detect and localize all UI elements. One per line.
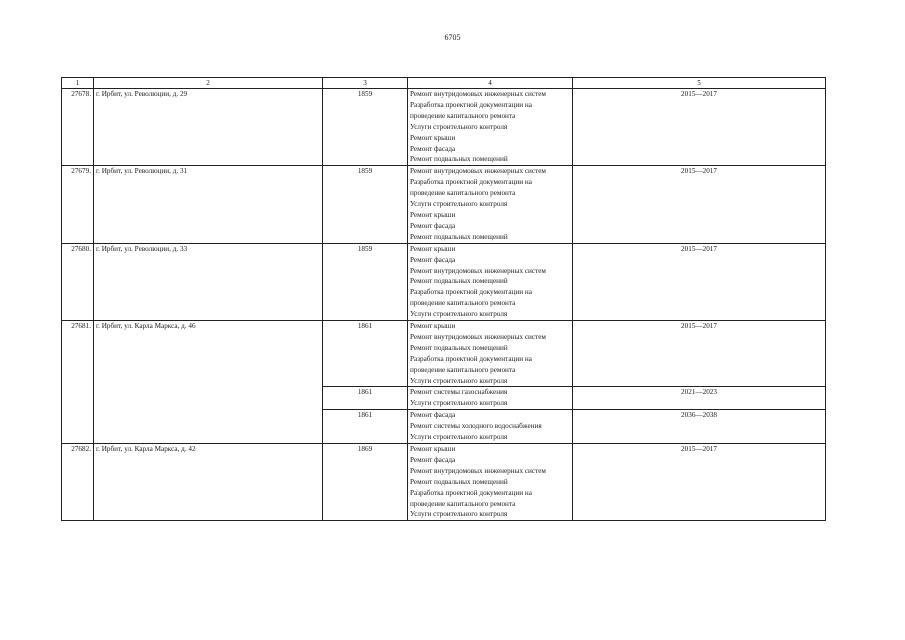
building-address: г. Ирбит, ул. Революции, д. 31 (94, 166, 323, 243)
repair-work-item: Разработка проектной документации на (410, 488, 532, 497)
repair-work-item: проведение капитального ремонта (410, 111, 516, 120)
repair-work-item: проведение капитального ремонта (410, 499, 516, 508)
record-number: 27680. (62, 243, 94, 320)
repair-work-item: Разработка проектной документации на (410, 354, 532, 363)
repair-works-list (408, 387, 573, 410)
construction-year: 1859 (323, 89, 408, 166)
table-row (62, 166, 826, 243)
repair-work-item: Ремонт подвальных помещений (410, 343, 508, 352)
repair-work-item: Разработка проектной документации на (410, 178, 532, 187)
column-number-row (62, 78, 826, 89)
column-header: 1 (62, 78, 94, 89)
repair-work-item: Ремонт фасада (410, 144, 456, 153)
repair-work-item: Разработка проектной документации на (410, 100, 532, 109)
building-address: г. Ирбит, ул. Революции, д. 33 (94, 243, 323, 320)
repair-work-item: Ремонт внутридомовых инженерных систем (410, 167, 546, 176)
repair-work-item: Услуги строительного контроля (410, 376, 508, 385)
repair-works-list (408, 321, 573, 387)
repair-work-item: Ремонт системы холодного водоснабжения (410, 422, 542, 431)
repair-schedule-table (61, 77, 826, 521)
repair-work-item: проведение капитального ремонта (410, 189, 516, 198)
repair-works-list (408, 89, 573, 166)
repair-work-item: Услуги строительного контроля (410, 510, 508, 519)
repair-works-list (408, 410, 573, 444)
repair-work-item: Ремонт подвальных помещений (410, 477, 508, 486)
repair-work-item: Разработка проектной документации на (410, 288, 532, 297)
column-header: 2 (94, 78, 323, 89)
repair-period: 2036—2038 (573, 410, 826, 444)
column-header: 3 (323, 78, 408, 89)
repair-work-item: Ремонт подвальных помещений (410, 277, 508, 286)
repair-work-item: Ремонт подвальных помещений (410, 155, 508, 164)
building-address: г. Ирбит, ул. Революции, д. 29 (94, 89, 323, 166)
repair-work-item: Услуги строительного контроля (410, 200, 508, 209)
repair-period: 2015—2017 (573, 89, 826, 166)
repair-work-item: Услуги строительного контроля (410, 310, 508, 319)
page-number: 6705 (444, 33, 461, 42)
record-number: 27681. (62, 321, 94, 444)
repair-work-item: Ремонт внутридомовых инженерных систем (410, 332, 546, 341)
repair-work-item: Ремонт фасада (410, 255, 456, 264)
table-row (62, 444, 826, 521)
repair-work-item: Ремонт фасада (410, 455, 456, 464)
construction-year: 1869 (323, 444, 408, 521)
repair-work-item: Ремонт крыши (410, 322, 456, 331)
record-number: 27678. (62, 89, 94, 166)
repair-work-item: Ремонт внутридомовых инженерных систем (410, 266, 546, 275)
repair-period: 2021—2023 (573, 387, 826, 410)
repair-work-item: Ремонт фасада (410, 411, 456, 420)
table-row (62, 321, 826, 387)
construction-year: 1861 (323, 321, 408, 387)
table-row (62, 89, 826, 166)
repair-work-item: Ремонт фасада (410, 221, 456, 230)
repair-works-list (408, 166, 573, 243)
repair-work-item: Ремонт крыши (410, 244, 456, 253)
repair-work-item: Ремонт крыши (410, 210, 456, 219)
repair-work-item: Ремонт крыши (410, 445, 456, 453)
record-number: 27679. (62, 166, 94, 243)
repair-work-item: Услуги строительного контроля (410, 399, 508, 408)
repair-work-item: проведение капитального ремонта (410, 365, 516, 374)
repair-period: 2015—2017 (573, 166, 826, 243)
repair-works-list (408, 444, 573, 521)
construction-year: 1861 (323, 387, 408, 410)
column-header: 5 (573, 78, 826, 89)
repair-work-item: Услуги строительного контроля (410, 433, 508, 442)
repair-work-item: Ремонт внутридомовых инженерных систем (410, 90, 546, 98)
building-address: г. Ирбит, ул. Карла Маркса, д. 46 (94, 321, 323, 444)
table-row (62, 243, 826, 320)
building-address: г. Ирбит, ул. Карла Маркса, д. 42 (94, 444, 323, 521)
repair-work-item: Ремонт внутридомовых инженерных систем (410, 466, 546, 475)
repair-work-item: Услуги строительного контроля (410, 122, 508, 131)
repair-period: 2015—2017 (573, 444, 826, 521)
repair-work-item: Ремонт крыши (410, 133, 456, 142)
repair-works-list (408, 243, 573, 320)
repair-work-item: Ремонт подвальных помещений (410, 232, 508, 241)
record-number: 27682. (62, 444, 94, 521)
repair-work-item: проведение капитального ремонта (410, 299, 516, 308)
column-header: 4 (408, 78, 573, 89)
construction-year: 1859 (323, 166, 408, 243)
construction-year: 1859 (323, 243, 408, 320)
repair-work-item: Ремонт системы газоснабжения (410, 388, 508, 397)
table-body (62, 89, 826, 521)
repair-period: 2015—2017 (573, 243, 826, 320)
repair-period: 2015—2017 (573, 321, 826, 387)
construction-year: 1861 (323, 410, 408, 444)
